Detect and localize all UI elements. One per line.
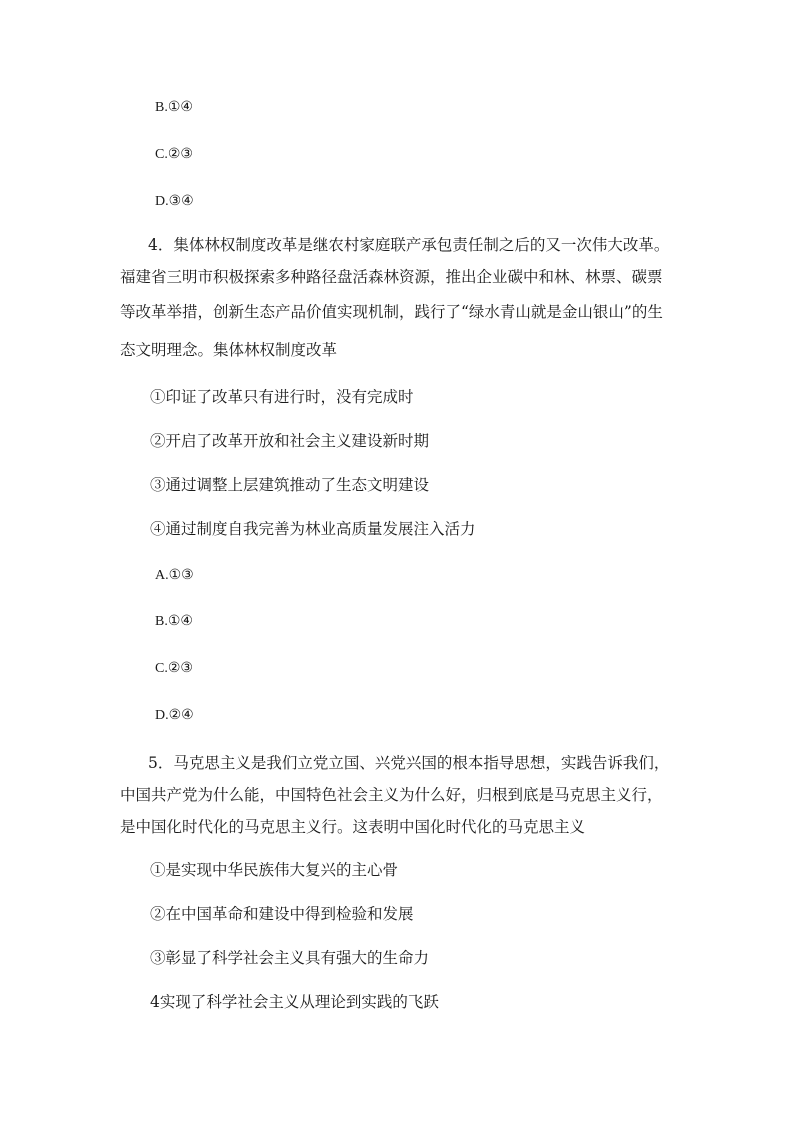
- option-c: C.②③: [155, 661, 193, 676]
- stem-line: 5．马克思主义是我们立党立国、兴党兴国的根本指导思想，实践告诉我们，: [148, 754, 670, 772]
- statement-3: ③通过调整上层建筑推动了生态文明建设: [150, 476, 430, 494]
- statement-4: ④通过制度自我完善为林业高质量发展注入活力: [150, 520, 476, 538]
- statement-2: ②在中国革命和建设中得到检验和发展: [150, 905, 414, 923]
- stem-line: 等改革举措，创新生态产品价值实现机制，践行了“绿水青山就是金山银山”的生: [120, 303, 663, 321]
- option-b: B.①④: [155, 614, 193, 629]
- stem-line: 中国共产党为什么能，中国特色社会主义为什么好，归根到底是马克思主义行，: [120, 786, 663, 804]
- statement-2: ②开启了改革开放和社会主义建设新时期: [150, 432, 430, 450]
- option-b: B.①④: [155, 100, 193, 115]
- option-c: C.②③: [155, 147, 193, 162]
- option-a: A.①③: [155, 568, 194, 583]
- statement-3: ③彰显了科学社会主义具有强大的生命力: [150, 949, 430, 967]
- stem-line: 态文明理念。集体林权制度改革: [120, 341, 338, 359]
- statement-4: 4实现了科学社会主义从理论到实践的飞跃: [150, 993, 439, 1011]
- stem-line: 是中国化时代化的马克思主义行。这表明中国化时代化的马克思主义: [120, 818, 586, 836]
- option-d: D.③④: [155, 194, 194, 209]
- stem-line: 福建省三明市积极探索多种路径盘活森林资源，推出企业碳中和林、林票、碳票: [120, 268, 663, 286]
- statement-1: ①是实现中华民族伟大复兴的主心骨: [150, 861, 399, 879]
- stem-line: 4．集体林权制度改革是继农村家庭联产承包责任制之后的又一次伟大改革。: [148, 236, 670, 254]
- statement-1: ①印证了改革只有进行时，没有完成时: [150, 388, 414, 406]
- option-d: D.②④: [155, 708, 194, 723]
